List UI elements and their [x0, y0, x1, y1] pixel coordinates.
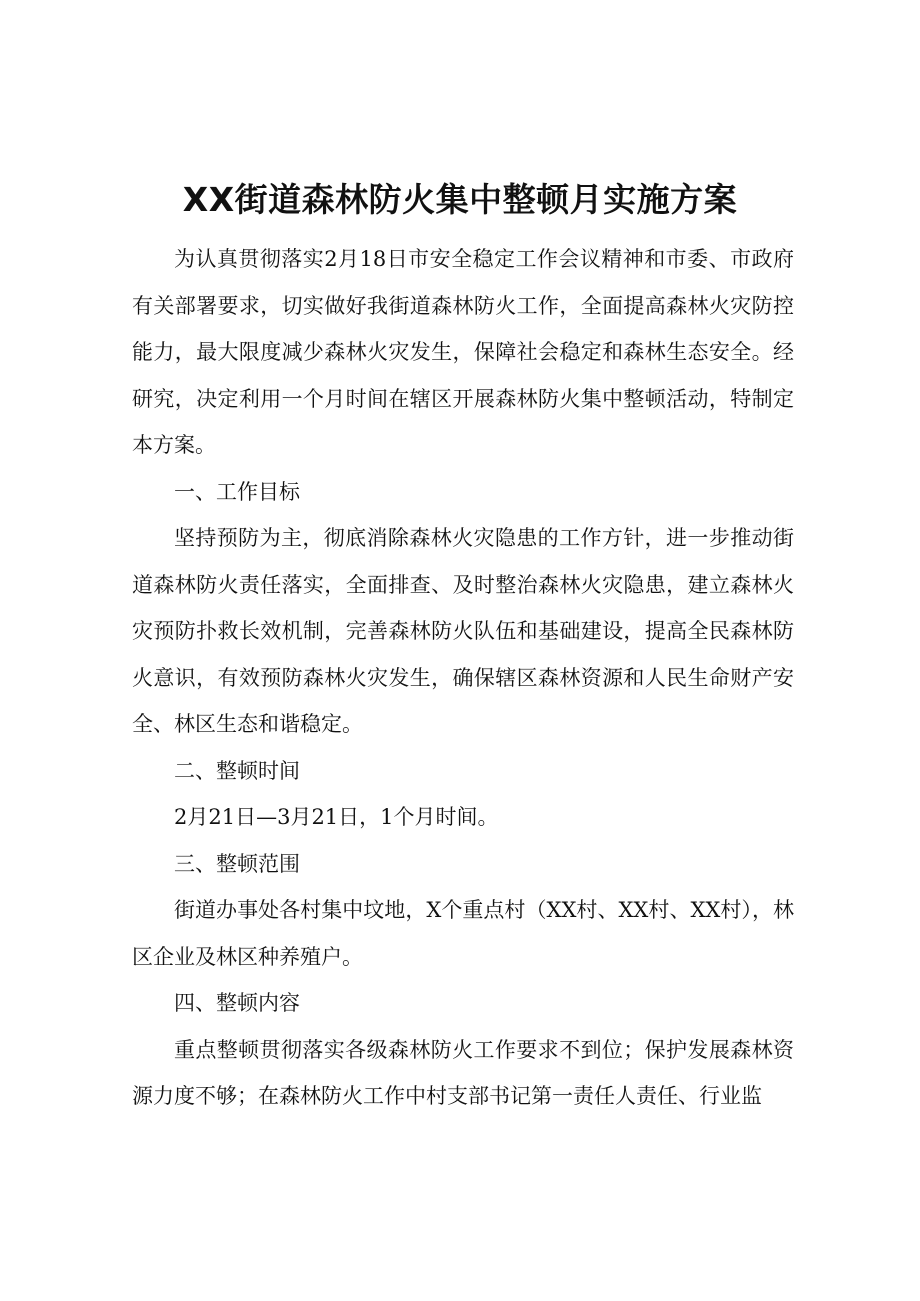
section-heading-content: 四、整顿内容: [174, 991, 300, 1015]
section-heading-time: 二、整顿时间: [174, 758, 300, 783]
section-heading-goals: 一、工作目标: [174, 479, 300, 504]
goals-paragraph: 坚持预防为主，彻底消除森林火灾隐患的工作方针，进一步推动街道森林防火责任落实，全面排查、及时整治森林火灾隐患，建立森林火灾预防扑救长效机制，完善森林防火队伍和基础建设，提高全民森林防火意识，有效预防森林火灾发生，确保辖区森林资源和人民生命财产安全、林区生态和谐稳定。: [132, 526, 794, 736]
scope-paragraph: 街道办事处各村集中坟地，X个重点村（XX村、XX村、XX村），林区企业及林区种养殖户。: [132, 898, 794, 969]
time-paragraph: 2月21日—3月21日，1个月时间。: [174, 805, 499, 829]
document-body: [132, 236, 794, 1120]
intro-paragraph: 为认真贯彻落实2月18日市安全稳定工作会议精神和市委、市政府有关部署要求，切实做好我街道森林防火工作，全面提高森林火灾防控能力，最大限度减少森林火灾发生，保障社会稳定和森林生态安全。经研究，决定利用一个月时间在辖区开展森林防火集中整顿活动，特制定本方案。: [132, 247, 794, 457]
document-title: XX街道森林防火集中整顿月实施方案: [182, 180, 738, 219]
section-heading-scope: 三、整顿范围: [174, 851, 300, 876]
content-paragraph: 重点整顿贯彻落实各级森林防火工作要求不到位；保护发展森林资源力度不够；在森林防火工作中村支部书记第一责任人责任、行业监: [132, 1037, 794, 1108]
